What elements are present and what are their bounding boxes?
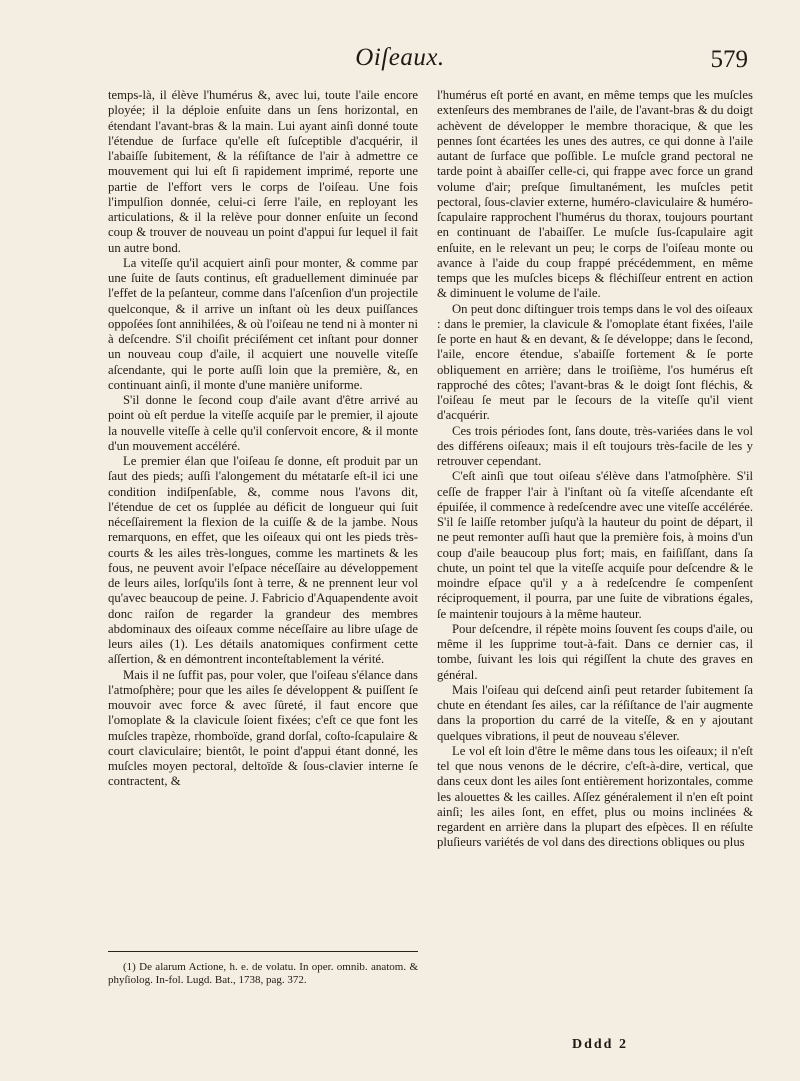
paragraph: On peut donc diſtinguer trois temps dans le vol des oiſeaux : dans le premier, la clavicule & l'omoplate étant fixées, l'aile ſe porte en haut & en devant, & ſe développe; dans le ſecond, l'aile, encore étendue, s'abaiſſe fortement & ſe porte obliquement en arrière; dans le troiſième, l'os humérus eſt rapproché des côtes; l'avant-bras & le doigt ſont fléchis, & l'oiſeau ſe meut par le ſecours de la viteſſe qu'il vient d'acquérir. [437, 301, 753, 423]
paragraph: Mais l'oiſeau qui deſcend ainſi peut retarder ſubitement ſa chute en étendant ſes ailes, car la réſiſtance de l'air augmente dans la proportion du carré de la viteſſe, & en y ajoutant quelques vibrations, il peut de nouveau s'élever. [437, 682, 753, 743]
left-text-column [108, 88, 418, 790]
printer-signature-mark: Dddd 2 [572, 1037, 628, 1052]
paragraph: La viteſſe qu'il acquiert ainſi pour monter, & comme par une ſuite de ſauts continus, eſt graduellement diminuée par l'effet de la peſanteur, comme dans l'aſcenſion d'un projectile quelconque, & il arrive un inſtant où les deux puiſſances oppoſées ſont annihilées, & où l'oiſeau ne tend ni à monter ni à deſcendre. S'il choiſit préciſément cet inſtant pour donner un nouveau coup d'aile, il acquiert une nouvelle viteſſe aſcendante, qui le porte auſſi loin que la première, &, en continuant ainſi, il monte d'une manière uniforme. [108, 255, 418, 392]
paragraph: Le vol eſt loin d'être le même dans tous les oiſeaux; il n'eſt tel que nous venons de le décrire, c'eſt-à-dire, vertical, que dans ceux dont les ailes ſont entièrement horizontales, comme les alouettes & les cailles. Aſſez généralement il n'en eſt point ainſi; les ailes ſont, en effet, plus ou moins inclinées & regardent en arrière dans la plupart des eſpèces. Il en réſulte pluſieurs variétés de vol dans des directions obliques ou plus [437, 743, 753, 850]
paragraph: Pour deſcendre, il répète moins ſouvent ſes coups d'aile, ou même il les ſupprime tout-à-fait. Dans ce dernier cas, il tombe, ſuivant les lois qui régiſſent la chute des graves en général. [437, 621, 753, 682]
paragraph: Le premier élan que l'oiſeau ſe donne, eſt produit par un ſaut des pieds; auſſi l'alongement du métatarſe eſt-il ici une condition indiſpenſable, &, comme nous l'avons dit, l'étendue de cet os ſupplée au déficit de longueur qui ſuit néceſſairement la flexion de la cuiſſe & de la jambe. Nous remarquons, en effet, que les oiſeaux qui ont les pieds très-courts & les ailes très-longues, comme les martinets & les fous, ne peuvent avoir l'eſpace néceſſaire au développement de leurs ailes, lorſqu'ils ſont à terre, & ne prennent leur vol qu'avec beaucoup de peine. J. Fabricio d'Aquapendente avoit donc raiſon de regarder la grandeur des membres abdominaux des oiſeaux comme néceſſaire au libre uſage de leurs ailes (1). Les détails anatomiques confirment cette aſſertion, & en démontrent inconteſtablement la vérité. [108, 454, 418, 667]
footnote: (1) De alarum Actione, h. e. de volatu. In oper. omnib. anatom. & phyſiolog. In-fol. Lugd. Bat., 1738, pag. 372. [108, 961, 418, 986]
paragraph: C'eſt ainſi que tout oiſeau s'élève dans l'atmoſphère. S'il ceſſe de frapper l'air à l'inſtant où ſa viteſſe aſcendante eſt épuiſée, il commence à redeſcendre avec une viteſſe accélérée. S'il ſe laiſſe retomber juſqu'à la hauteur du point de départ, il ne peut remonter auſſi haut que la première fois, à moins d'un coup d'aile beaucoup plus fort; mais, en faiſiſſant, dans ſa chute, un point tel que la viteſſe acquiſe pour deſcendre & le moindre eſpace qu'il y a à redeſcendre ſe compenſent réciproquement, il pourra, par une ſuite de vibrations égales, ſe maintenir toujours à la même hauteur. [437, 469, 753, 621]
paragraph: Mais il ne ſuffit pas, pour voler, que l'oiſeau s'élance dans l'atmoſphère; pour que les ailes ſe développent & puiſſent ſe mouvoir avec force & avec ſûreté, il faut encore que l'omoplate & la clavicule ſoient fixées; c'eſt ce que font les muſcles trapèze, rhomboïde, grand dorſal, coſto-ſcapulaire & court claviculaire; bientôt, le point d'appui étant donné, les muſcles moyen pectoral, deltoïde & ſous-clavier interne ſe contractent, & [108, 667, 418, 789]
right-text-column [437, 88, 753, 851]
page-number: 579 [710, 46, 748, 73]
paragraph: Ces trois périodes ſont, ſans doute, très-variées dans le vol des différens oiſeaux; mais il eſt toujours très-facile de les y retrouver cependant. [437, 423, 753, 468]
footnote-divider [108, 951, 418, 952]
paragraph: S'il donne le ſecond coup d'aile avant d'être arrivé au point où eſt perdue la viteſſe acquiſe par le premier, il ajoute la nouvelle viteſſe à celle qu'il conſervoit encore, & il monte d'un mouvement accéléré. [108, 393, 418, 453]
running-header-title: Oiſeaux. [355, 44, 445, 71]
paragraph: l'humérus eſt porté en avant, en même temps que les muſcles extenſeurs des membranes de l'aile, de l'avant-bras & du doigt achèvent de développer le membre thoracique, & que les pennes ſont écartées les unes des autres, ce qui donne à l'aile autant de ſurface que poſſible. Le muſcle grand pectoral ne tarde point à abaiſſer celle-ci, qui frappe avec force un grand volume d'air; preſque ſimultanément, les muſcles petit pectoral, ſous-clavier externe, huméro-claviculaire & huméro-ſcapulaire rapprochent l'humérus du thorax, toujours pourtant en continuant de l'abaiſſer. Le muſcle ſus-ſcapulaire agit enſuite, en le relevant un peu; le corps de l'oiſeau monte ou avance à l'aide du coup frappé précédemment, en même temps que les muſcles biceps & fléchiſſeur entrent en action & diminuent le volume de l'aile. [437, 88, 753, 301]
paragraph: temps-là, il élève l'humérus &, avec lui, toute l'aile encore ployée; il la déploie enſuite dans un ſens horizontal, en étendant l'avant-bras & la main. Lui ayant ainſi donné toute l'étendue de ſurface qu'elle eſt ſuſceptible d'acquérir, il l'abaiſſe ſubitement, & la réſiſtance de l'air à admettre ce mouvement qui lui eſt ſi rapidement imprimé, reporte une partie de l'effort vers le corps de l'oiſeau. Une fois l'impulſion donnée, celui-ci ſerre l'aile, en reployant les articulations, & il la relève pour donner enſuite un ſecond coup & trouver de nouveau un point d'appui ſur lequel il fait un autre bond. [108, 88, 418, 255]
